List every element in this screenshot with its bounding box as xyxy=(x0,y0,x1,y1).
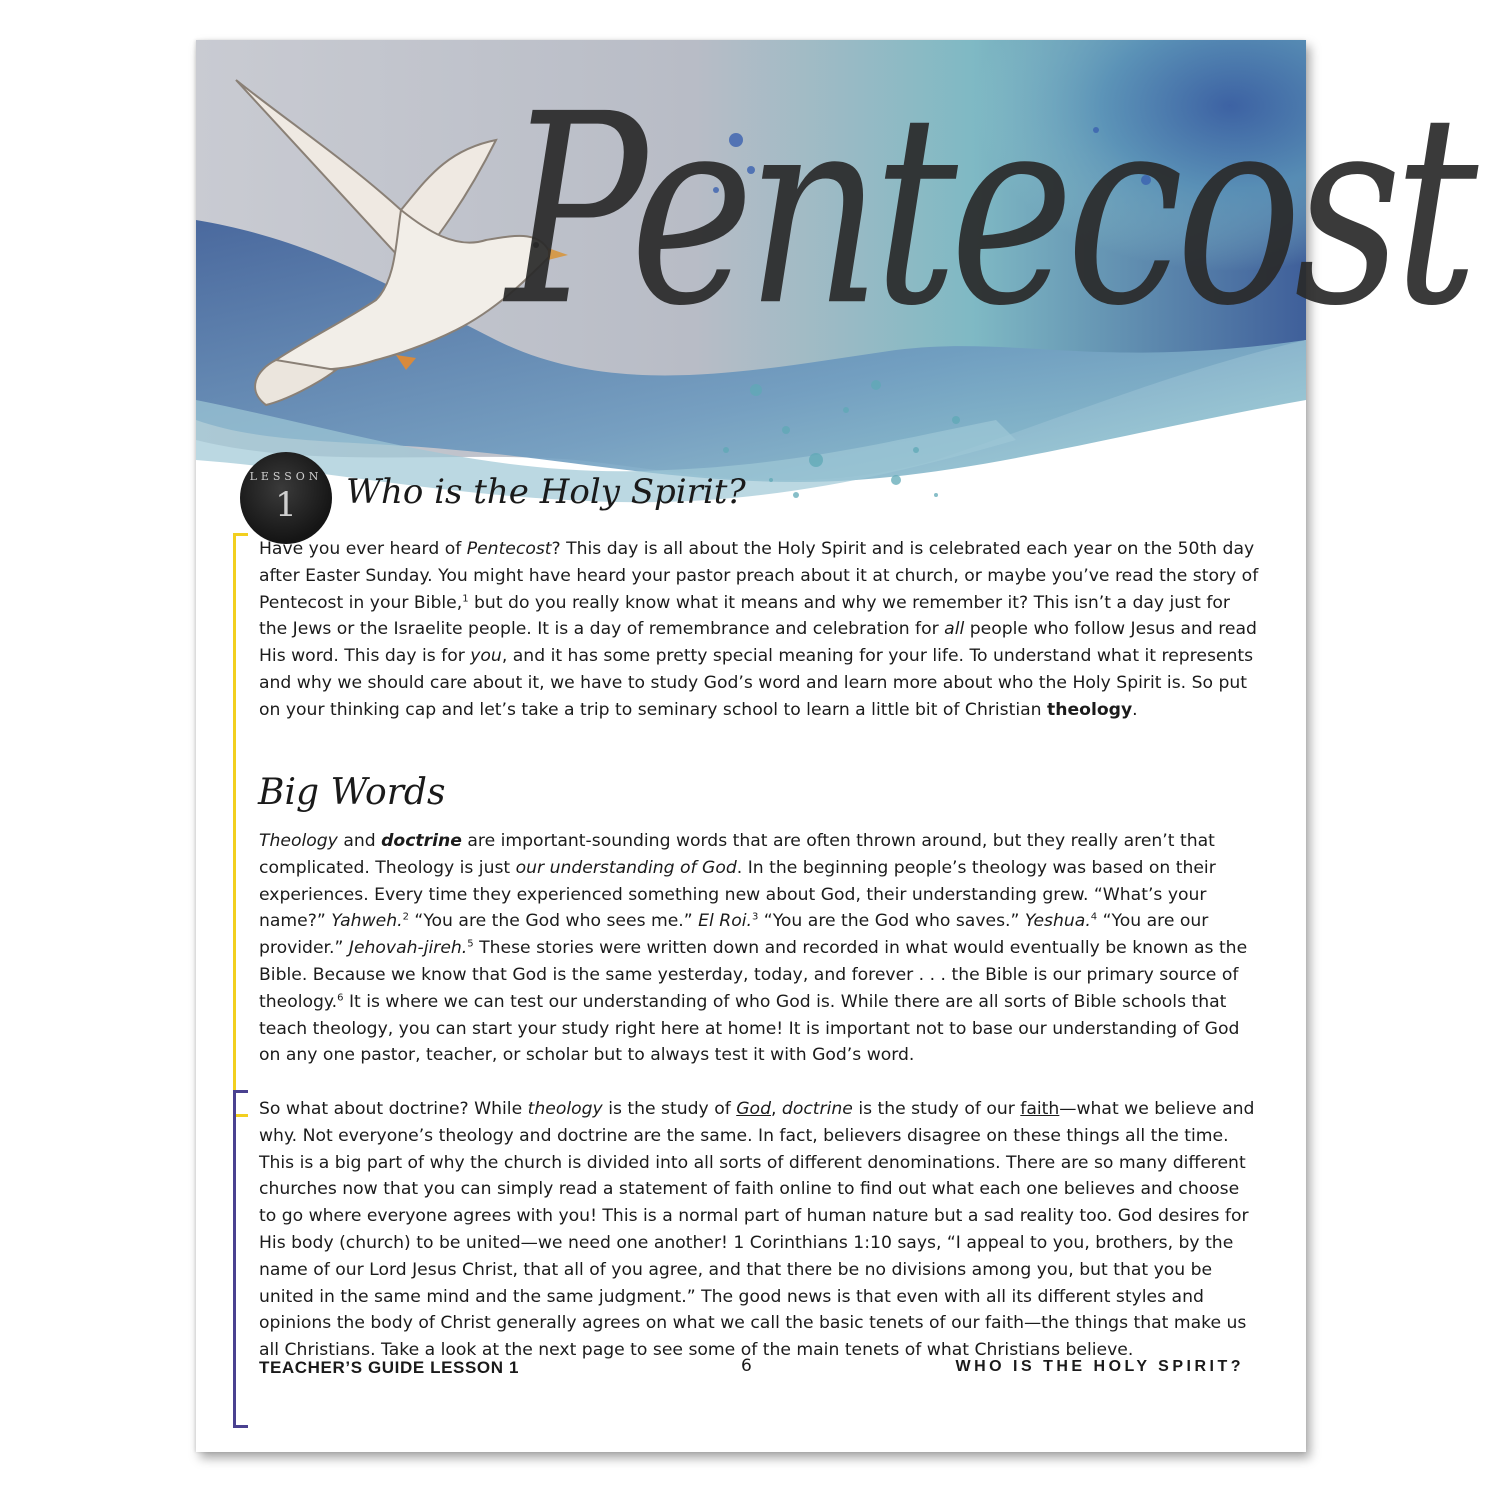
lesson-badge xyxy=(240,452,332,544)
lesson-badge-number: 1 xyxy=(275,485,297,525)
big-words-paragraph: Theology and doctrine are important-sounding words that are often thrown around, but they really aren’t that complicated. Theology is just our understanding of God. In the beginning people’s theology was based on their experiences. Every time they experienced something new about God, their understanding grew. “What’s your name?” Yahweh.$^2$ “You are the God who sees me.” El Roi.$^3$ “You are the God who saves.” Yeshua.$^4$ “You are our provider.” Jehovah-jireh.$^5$ These stories were written down and recorded in what would eventually be known as the Bible. Because we know that God is the same yesterday, today, and forever . . . the Bible is our primary source of theology.$^6$ It is where we can test our understanding of who God is. While there are all sorts of Bible schools that teach theology, you can start your study right here at home! It is important not to base our understanding of God on any one pastor, teacher, or scholar but to always test it with God’s word. xyxy=(259,831,1248,1066)
footer-guide-label: TEACHER’S GUIDE LESSON 1 xyxy=(259,1358,520,1377)
footer-lesson-title: WHO IS THE HOLY SPIRIT? xyxy=(955,1358,1244,1375)
purple-section-bracket xyxy=(233,1090,248,1428)
document-page xyxy=(196,40,1471,1452)
lesson-title: Who is the Holy Spirit? xyxy=(346,472,746,512)
banner-title: Pentecost xyxy=(506,57,1471,364)
yellow-section-bracket xyxy=(233,533,248,1117)
big-words-heading: Big Words xyxy=(258,772,446,813)
intro-paragraph: Have you ever heard of Pentecost? This day is all about the Holy Spirit and is celebrated each year on the 50th day after Easter Sunday. You might have heard your pastor preach about it at church, or maybe you’ve read the story of Pentecost in your Bible,$^1$ but do you really know what it means and why we remember it? This isn’t a day just for the Jews or the Israelite people. It is a day of remembrance and celebration for all people who follow Jesus and read His word. This day is for you, and it has some pretty special meaning for your life. To understand what it represents and why we should care about it, we have to study God’s word and learn more about who the Holy Spirit is. So put on your thinking cap and let’s take a trip to seminary school to learn a little bit of Christian theology. xyxy=(259,539,1259,720)
page-number: 6 xyxy=(741,1356,752,1376)
doctrine-paragraph: So what about doctrine? While theology is the study of God, doctrine is the study of our faith—what we believe and why. Not everyone’s theology and doctrine are the same. In fact, believers disagree on these things all the time. This is a big part of why the church is divided into all sorts of different denominations. There are so many different churches now that you can simply read a statement of faith online to find out what each one believes and choose to go where everyone agrees with you! This is a normal part of human nature but a sad reality too. God desires for His body (church) to be united—we need one another! 1 Corinthians 1:10 says, “I appeal to you, brothers, by the name of our Lord Jesus Christ, that all of you agree, and that there be no divisions among you, but that you be united in the same mind and the same judgment.” The good news is that even with all its different styles and opinions the body of Christ generally agrees on what we call the basic tenets of our faith—the things that make us all Christians. Take a look at the next page to see some of the main tenets of what Christians believe. xyxy=(259,1099,1255,1361)
lesson-badge-label: LESSON xyxy=(249,470,323,483)
